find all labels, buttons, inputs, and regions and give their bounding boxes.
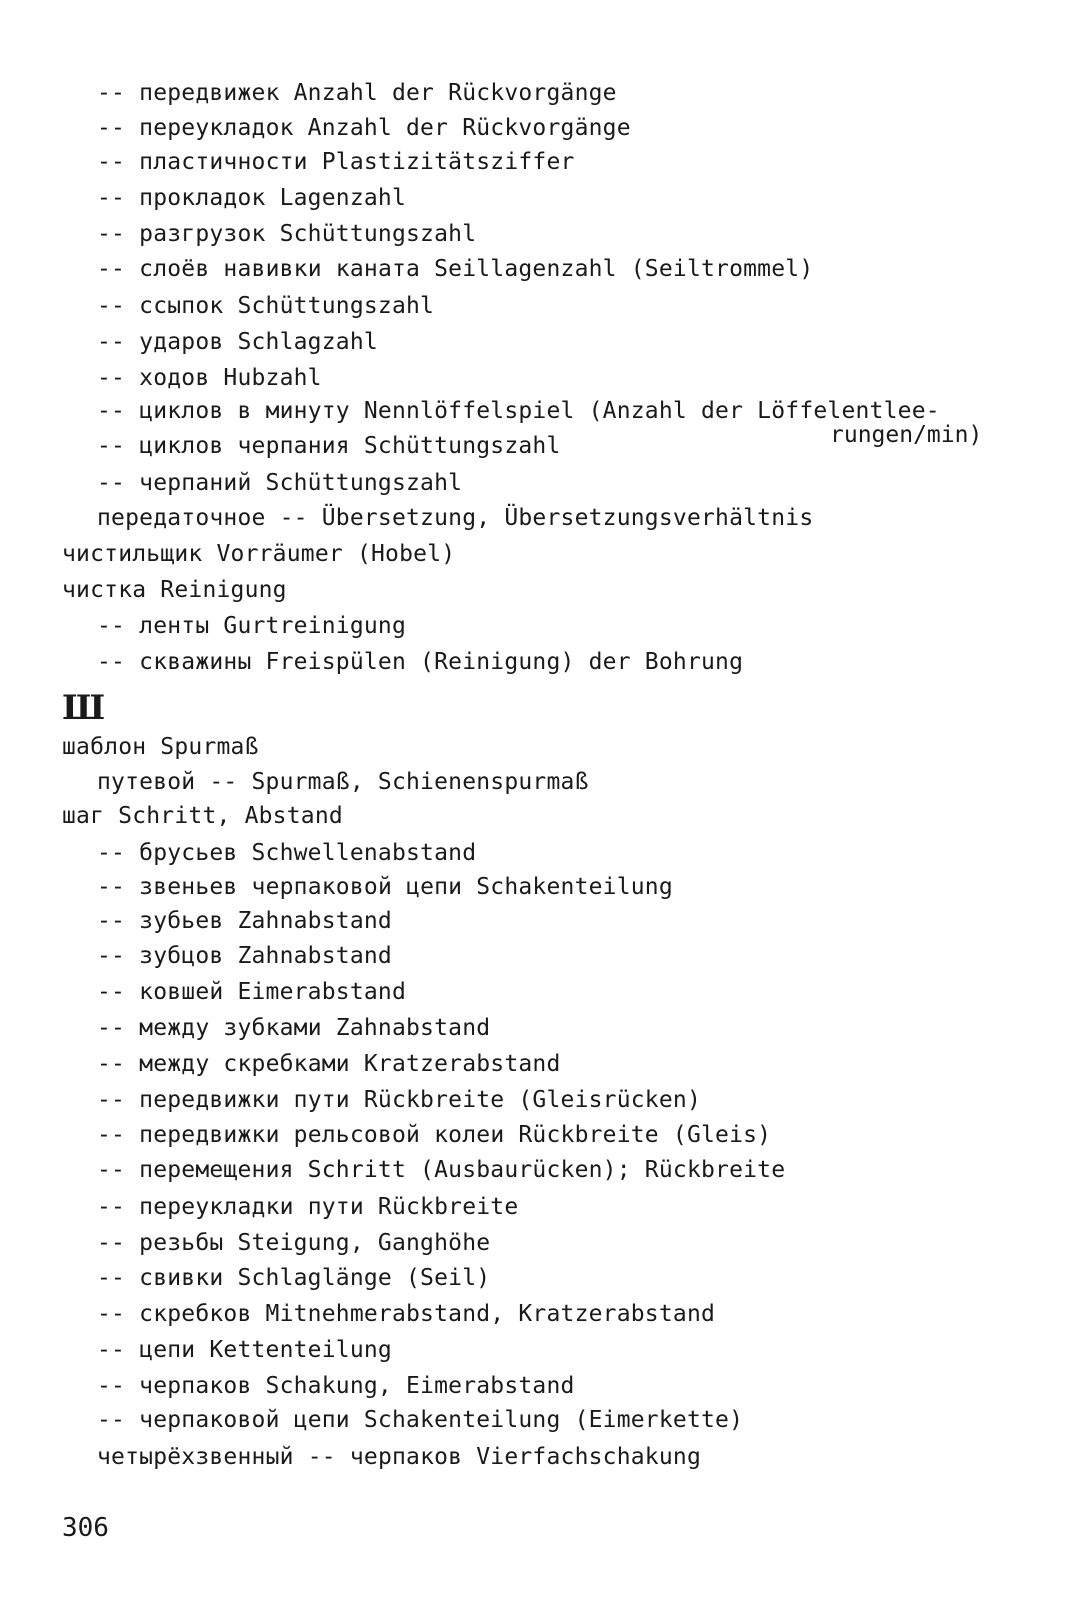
entry-continuation: rungen/min) — [830, 422, 983, 448]
entry-german: Zahnabstand — [237, 908, 392, 934]
entry — [62, 576, 287, 604]
entry-german: Schlaglänge (Seil) — [237, 1265, 491, 1291]
entry-russian: -- брусьев — [97, 840, 238, 866]
entry-german: Hubzahl — [223, 365, 322, 391]
entry-russian: -- ленты — [97, 613, 210, 639]
entry — [97, 1193, 518, 1221]
entry — [97, 79, 617, 107]
entry-russian: -- резьбы — [97, 1230, 224, 1256]
entry-german: Anzahl der Rückvorgänge — [293, 80, 617, 106]
entry-german: Gurtreinigung — [223, 613, 407, 639]
entry-russian: шаг — [62, 803, 105, 829]
entry-german: Vorräumer (Hobel) — [216, 541, 456, 567]
entry — [97, 1050, 561, 1078]
entry — [97, 768, 589, 796]
entry-russian: -- цепи — [97, 1337, 196, 1363]
entry-russian: -- ссыпок — [97, 293, 224, 319]
entry-russian: -- передвижек — [97, 80, 280, 106]
entry — [97, 397, 940, 425]
entry-russian: -- разгрузок — [97, 221, 266, 247]
entry — [97, 1014, 490, 1042]
entry — [62, 733, 259, 761]
entry-german: Schüttungszahl — [279, 221, 477, 247]
entry-german: Kettenteilung — [209, 1337, 392, 1363]
entry-russian: -- пластичности — [97, 149, 308, 175]
entry — [97, 114, 631, 142]
entry-russian: -- скважины — [97, 649, 252, 675]
entry-german: Vierfachschakung — [476, 1444, 701, 1470]
entry — [97, 907, 392, 935]
entry — [97, 184, 406, 212]
entry — [97, 292, 434, 320]
entry-german: Schakenteilung (Eimerkette) — [363, 1407, 744, 1433]
entry-russian: передаточное -- — [97, 505, 308, 531]
entry-german: Schritt (Ausbaurücken); Rückbreite — [307, 1157, 786, 1183]
entry — [62, 802, 343, 830]
entry-german: Schüttungszahl — [363, 433, 561, 459]
entry-german: Freispülen (Reinigung) der Bohrung — [265, 649, 744, 675]
entry-russian: -- передвижки рельсовой колеи — [97, 1122, 505, 1148]
entry — [97, 942, 392, 970]
entry-russian: -- циклов в минуту — [97, 398, 350, 424]
entry-german: Schwellenabstand — [251, 840, 477, 866]
entry-russian: -- между скребками — [97, 1051, 350, 1077]
entry-russian: -- черпаний — [97, 470, 252, 496]
entry-german: Anzahl der Rückvorgänge — [307, 115, 631, 141]
entry — [97, 1372, 575, 1400]
entry-russian: -- ходов — [97, 365, 210, 391]
entry-german: Rückbreite — [377, 1194, 519, 1220]
entry — [97, 469, 462, 497]
entry-german: Zahnabstand — [335, 1015, 491, 1041]
entry-german: Schakenteilung — [476, 874, 673, 900]
entry — [97, 255, 813, 283]
entry-german: Schakung, Eimerabstand — [265, 1373, 575, 1399]
entry-german: Lagenzahl — [279, 185, 407, 211]
entry-german: Nennlöffelspiel (Anzahl der Löffelentlee- — [363, 398, 940, 424]
entry — [97, 978, 406, 1006]
entry — [97, 612, 406, 640]
entry — [97, 1229, 490, 1257]
entry — [97, 648, 743, 676]
entry-russian: -- передвижки пути — [97, 1087, 350, 1113]
entry — [97, 839, 476, 867]
entry-russian: -- скребков — [97, 1301, 252, 1327]
entry-russian: путевой -- — [97, 769, 238, 795]
entry-german: Schritt, Abstand — [118, 803, 343, 829]
entry-german: Seillagenzahl (Seiltrommel) — [434, 256, 814, 282]
entry-russian: -- свивки — [97, 1265, 224, 1291]
entry-russian: -- ударов — [97, 329, 224, 355]
entry-russian: -- между зубками — [97, 1015, 322, 1041]
entry-german: Rückbreite (Gleis) — [518, 1122, 772, 1148]
section-letter: Ш — [62, 688, 106, 728]
entry-russian: -- звеньев черпаковой цепи — [97, 874, 463, 900]
entry — [62, 540, 455, 568]
entry — [97, 1121, 771, 1149]
entry — [97, 504, 813, 532]
entry-german: Rückbreite (Gleisrücken) — [363, 1087, 701, 1113]
entry-german: Spurmaß, Schienenspurmaß — [251, 769, 589, 795]
entry — [97, 432, 561, 460]
entry-russian: -- циклов черпания — [97, 433, 350, 459]
entry-german: Mitnehmerabstand, Kratzerabstand — [265, 1301, 716, 1327]
entry-russian: шаблон — [62, 734, 147, 760]
entry — [97, 1300, 715, 1328]
entry-german: Übersetzung, Übersetzungsverhältnis — [321, 505, 814, 531]
entry — [97, 364, 322, 392]
entry-german: Schüttungszahl — [265, 470, 463, 496]
entry — [97, 148, 575, 176]
entry-russian: -- переукладки пути — [97, 1194, 364, 1220]
entry — [97, 220, 476, 248]
entry-russian: -- черпаковой цепи — [97, 1407, 350, 1433]
entry-russian: -- слоёв навивки каната — [97, 256, 421, 282]
entry — [97, 873, 673, 901]
entry-russian: -- перемещения — [97, 1157, 294, 1183]
entry-russian: четырёхзвенный -- черпаков — [97, 1444, 463, 1470]
entry-russian: чистка — [62, 577, 147, 603]
entry-german: Eimerabstand — [237, 979, 407, 1005]
entry — [97, 1264, 490, 1292]
entry-german: Zahnabstand — [237, 943, 392, 969]
entry-russian: -- зубцов — [97, 943, 224, 969]
entry — [97, 1406, 743, 1434]
entry-german: Plastizitätsziffer — [321, 149, 575, 175]
entry — [97, 1443, 701, 1471]
entry-russian: чистильщик — [62, 541, 203, 567]
entry-russian: -- прокладок — [97, 185, 266, 211]
entry-russian: -- черпаков — [97, 1373, 252, 1399]
entry-german: Reinigung — [160, 577, 287, 603]
entry-german: Schüttungszahl — [237, 293, 435, 319]
entry-german: Schlagzahl — [237, 329, 378, 355]
entry-russian: -- переукладок — [97, 115, 294, 141]
entry-russian: -- зубьев — [97, 908, 224, 934]
entry-german: Spurmaß — [160, 734, 259, 760]
entry-german: Steigung, Ganghöhe — [237, 1230, 491, 1256]
entry-german: Kratzerabstand — [363, 1051, 561, 1077]
entry — [97, 1086, 701, 1114]
entry — [97, 328, 378, 356]
entry — [97, 1156, 785, 1184]
page-number: 306 — [62, 1513, 109, 1543]
entry-russian: -- ковшей — [97, 979, 224, 1005]
entry — [97, 1336, 392, 1364]
